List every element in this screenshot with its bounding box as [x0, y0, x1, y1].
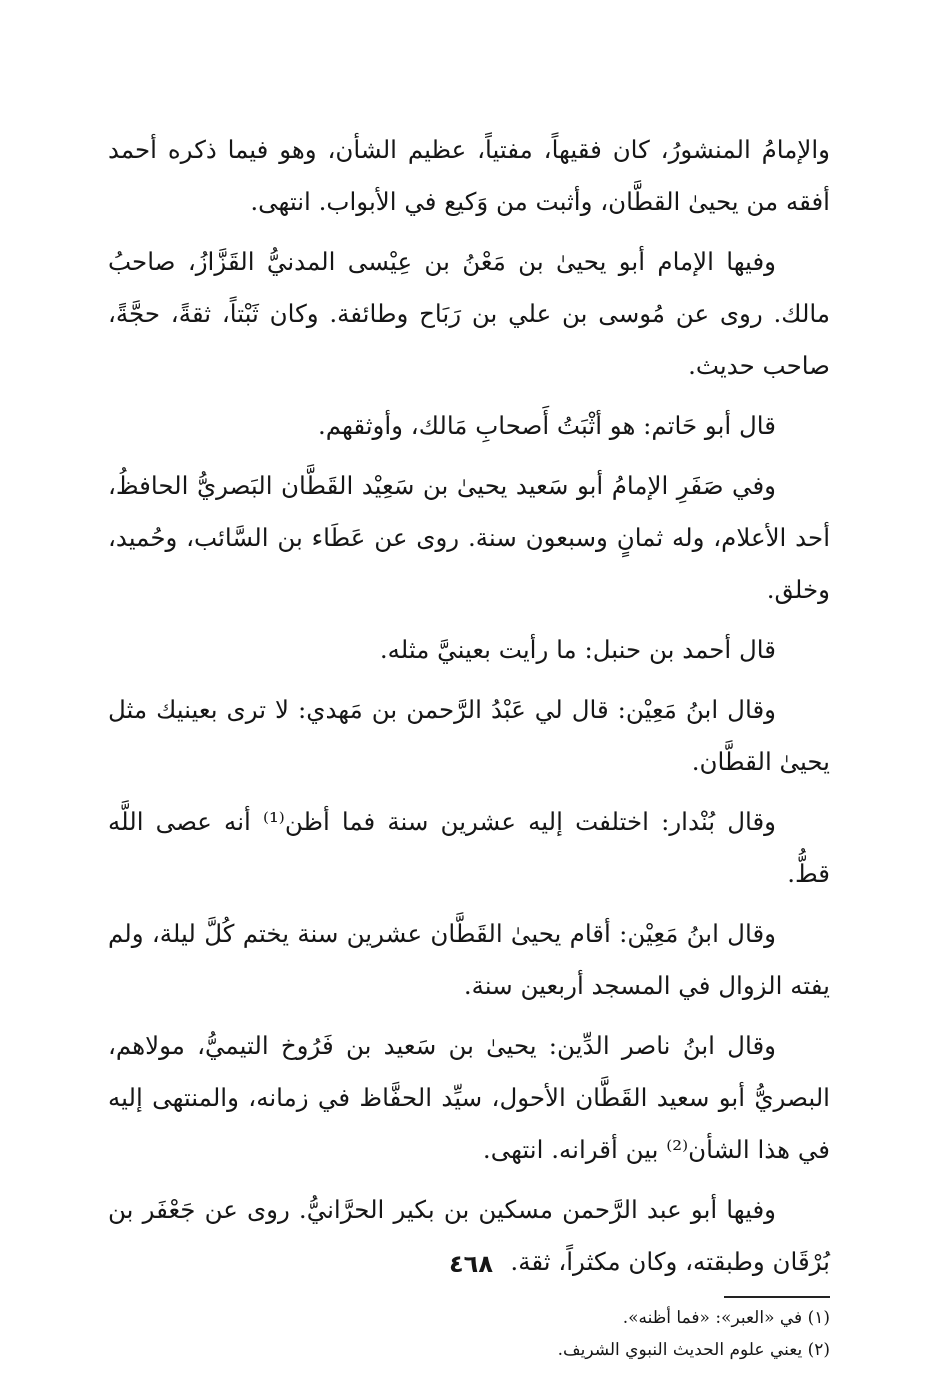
footnote-divider [724, 1296, 830, 1298]
paragraph-10: وفيها أبو عبد الرَّحمن مسكين بن بكير الحرَّانيُّ. روى عن جَعْفَر بن بُرْقَان وطبقته، وكان مكثراً، ثقة. [108, 1195, 830, 1276]
page-body [108, 124, 830, 1366]
footnote-1: (١) في «العبر»: «فما أظنه». [622, 1308, 830, 1328]
paragraph-6: وقال ابنُ مَعِيْن: قال لي عَبْدُ الرَّحمن بن مَهدي: لا ترى بعينيك مثل يحيىٰ القطَّان. [108, 695, 830, 776]
paragraph-5: قال أحمد بن حنبل: ما رأيت بعينيَّ مثله. [379, 635, 776, 664]
page-number: ٤٦٨ [449, 1250, 493, 1278]
paragraph-4: وفي صَفَرِ الإمامُ أبو سَعيد يحيىٰ بن سَعِيْد القَطَّان البَصريُّ الحافظُ، أحد الأعلام، وله ثمانٍ وسبعون سنة. روى عن عَطَاء بن السَّائب، وحُميد، وخلق. [108, 471, 830, 604]
paragraph-7: وقال بُنْدار: اختلفت إليه عشرين سنة فما أظن⁽¹⁾ أنه عصى اللَّه قطُّ. [108, 807, 830, 888]
paragraph-9: وقال ابنُ ناصر الدِّين: يحيىٰ بن سَعيد بن فَرُوخ التيميُّ، مولاهم، البصريُّ أبو سعيد القَطَّان الأحول، سيِّد الحفَّاظ في زمانه، والمنتهى إليه في هذا الشأن⁽²⁾ بين أقرانه. انتهى. [108, 1031, 830, 1164]
paragraph-1: والإمامُ المنشورُ، كان فقيهاً، مفتياً، عظيم الشأن، وهو فيما ذكره أحمد أفقه من يحيىٰ القطَّان، وأثبت من وَكيع في الأبواب. انتهى. [108, 135, 830, 216]
paragraph-8: وقال ابنُ مَعِيْن: أقام يحيىٰ القَطَّان عشرين سنة يختم كُلَّ ليلة، ولم يفته الزوال في المسجد أربعين سنة. [108, 919, 830, 1000]
paragraph-3: قال أبو حَاتم: هو أثْبَتُ أَصحابِ مَالك، وأوثقهم. [317, 411, 776, 440]
footnote-2: (٢) يعني علوم الحديث النبوي الشريف. [557, 1340, 830, 1360]
paragraph-2: وفيها الإمام أبو يحيىٰ بن مَعْنُ بن عِيْسى المدنيُّ القَزَّازُ، صاحبُ مالك. روى عن مُوسى بن علي بن رَبَاح وطائفة. وكان ثَبْتاً، ثقةً، حجَّةً، صاحب حديث. [108, 247, 830, 380]
